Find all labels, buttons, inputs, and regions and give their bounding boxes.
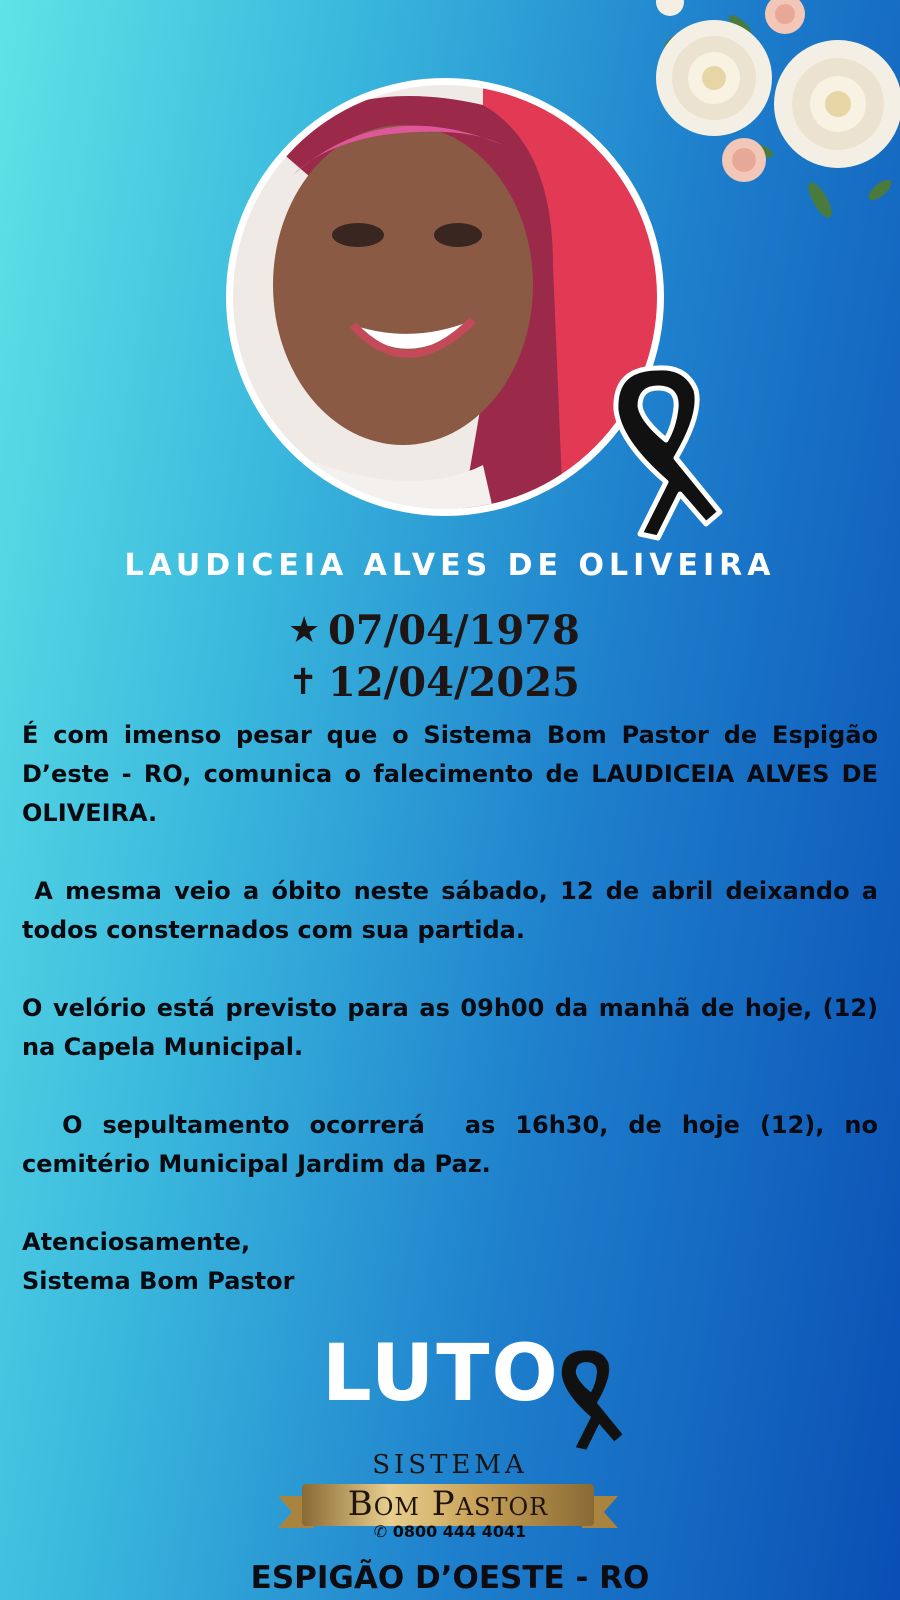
birth-date-row [288,604,580,656]
luto-heading: LUTO [322,1329,560,1419]
mourning-ribbon-icon [556,1346,626,1454]
death-date: 12/04/2025 [328,658,580,706]
birth-date: 07/04/1978 [328,606,580,654]
logo-sistema-text: SISTEMA [372,1450,528,1480]
announcement-paragraph: O velório está previsto para as 09h00 da manhã de hoje, (12) na Capela Municipal. [22,994,878,1061]
announcement-paragraph: O sepultamento ocorrerá as 16h30, de hoje (12), no cemitério Municipal Jardim da Paz. [22,1111,887,1178]
closing-signature: Sistema Bom Pastor [22,1267,295,1295]
phone-number: ✆ 0800 444 4041 [373,1522,527,1541]
deceased-name: LAUDICEIA ALVES DE OLIVEIRA [124,548,776,583]
portrait-photo [233,85,657,509]
city-footer: ESPIGÃO D’OESTE - RO [250,1560,650,1596]
closing [22,1223,878,1301]
closing-line: Atenciosamente, [22,1228,251,1256]
announcement-paragraph: A mesma veio a óbito neste sábado, 12 de abril deixando a todos consternados com sua partida. [22,877,887,944]
announcement-paragraph: É com imenso pesar que o Sistema Bom Pastor de Espigão D’este - RO, comunica o falecimento de LAUDICEIA ALVES DE OLIVEIRA. [22,721,878,827]
announcement-text [22,716,887,1301]
death-date-row [288,656,580,708]
star-icon: ★ [288,609,321,651]
white-roses-decoration [640,0,900,240]
portrait-photo-frame [226,78,664,516]
mourning-ribbon-icon [606,364,726,542]
cross-icon: ✝ [288,661,319,703]
phone-icon: ✆ [373,1522,393,1541]
logo-bom-pastor: Bom Pastor [347,1484,549,1524]
